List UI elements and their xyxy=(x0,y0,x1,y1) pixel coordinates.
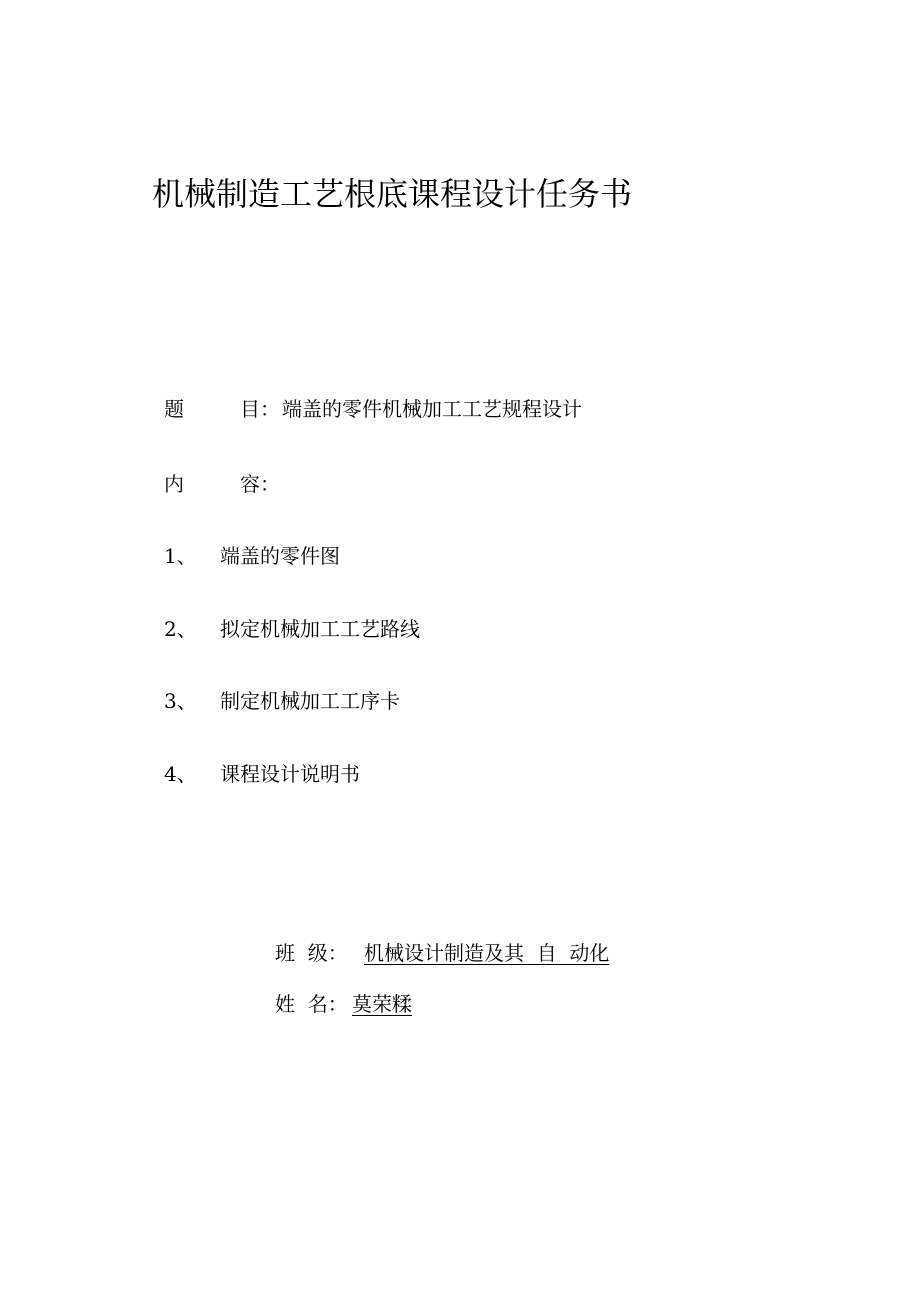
topic-label-first: 题 xyxy=(164,397,184,421)
name-value: 莫荣糅 xyxy=(352,992,412,1016)
list-item-number: 2、 xyxy=(164,617,197,641)
name-label: 姓 名： xyxy=(275,992,348,1016)
list-item-number: 3、 xyxy=(164,689,197,713)
topic-value: 端盖的零件机械加工工艺规程设计 xyxy=(282,397,582,421)
document-title: 机械制造工艺根底课程设计任务书 xyxy=(152,175,633,213)
list-item-text: 课程设计说明书 xyxy=(220,762,360,786)
class-label: 班 级： xyxy=(275,941,348,965)
list-item-text: 制定机械加工工序卡 xyxy=(220,689,400,713)
content-label-second: 容： xyxy=(240,472,280,496)
list-item-number: 1、 xyxy=(164,544,197,568)
class-value: 机械设计制造及其 自 动化 xyxy=(364,941,610,965)
content-label-first: 内 xyxy=(164,472,184,496)
list-item-number: 4、 xyxy=(164,762,197,786)
list-item-text: 拟定机械加工工艺路线 xyxy=(220,617,420,641)
list-item-text: 端盖的零件图 xyxy=(220,544,340,568)
topic-label-second: 目： xyxy=(240,397,280,421)
